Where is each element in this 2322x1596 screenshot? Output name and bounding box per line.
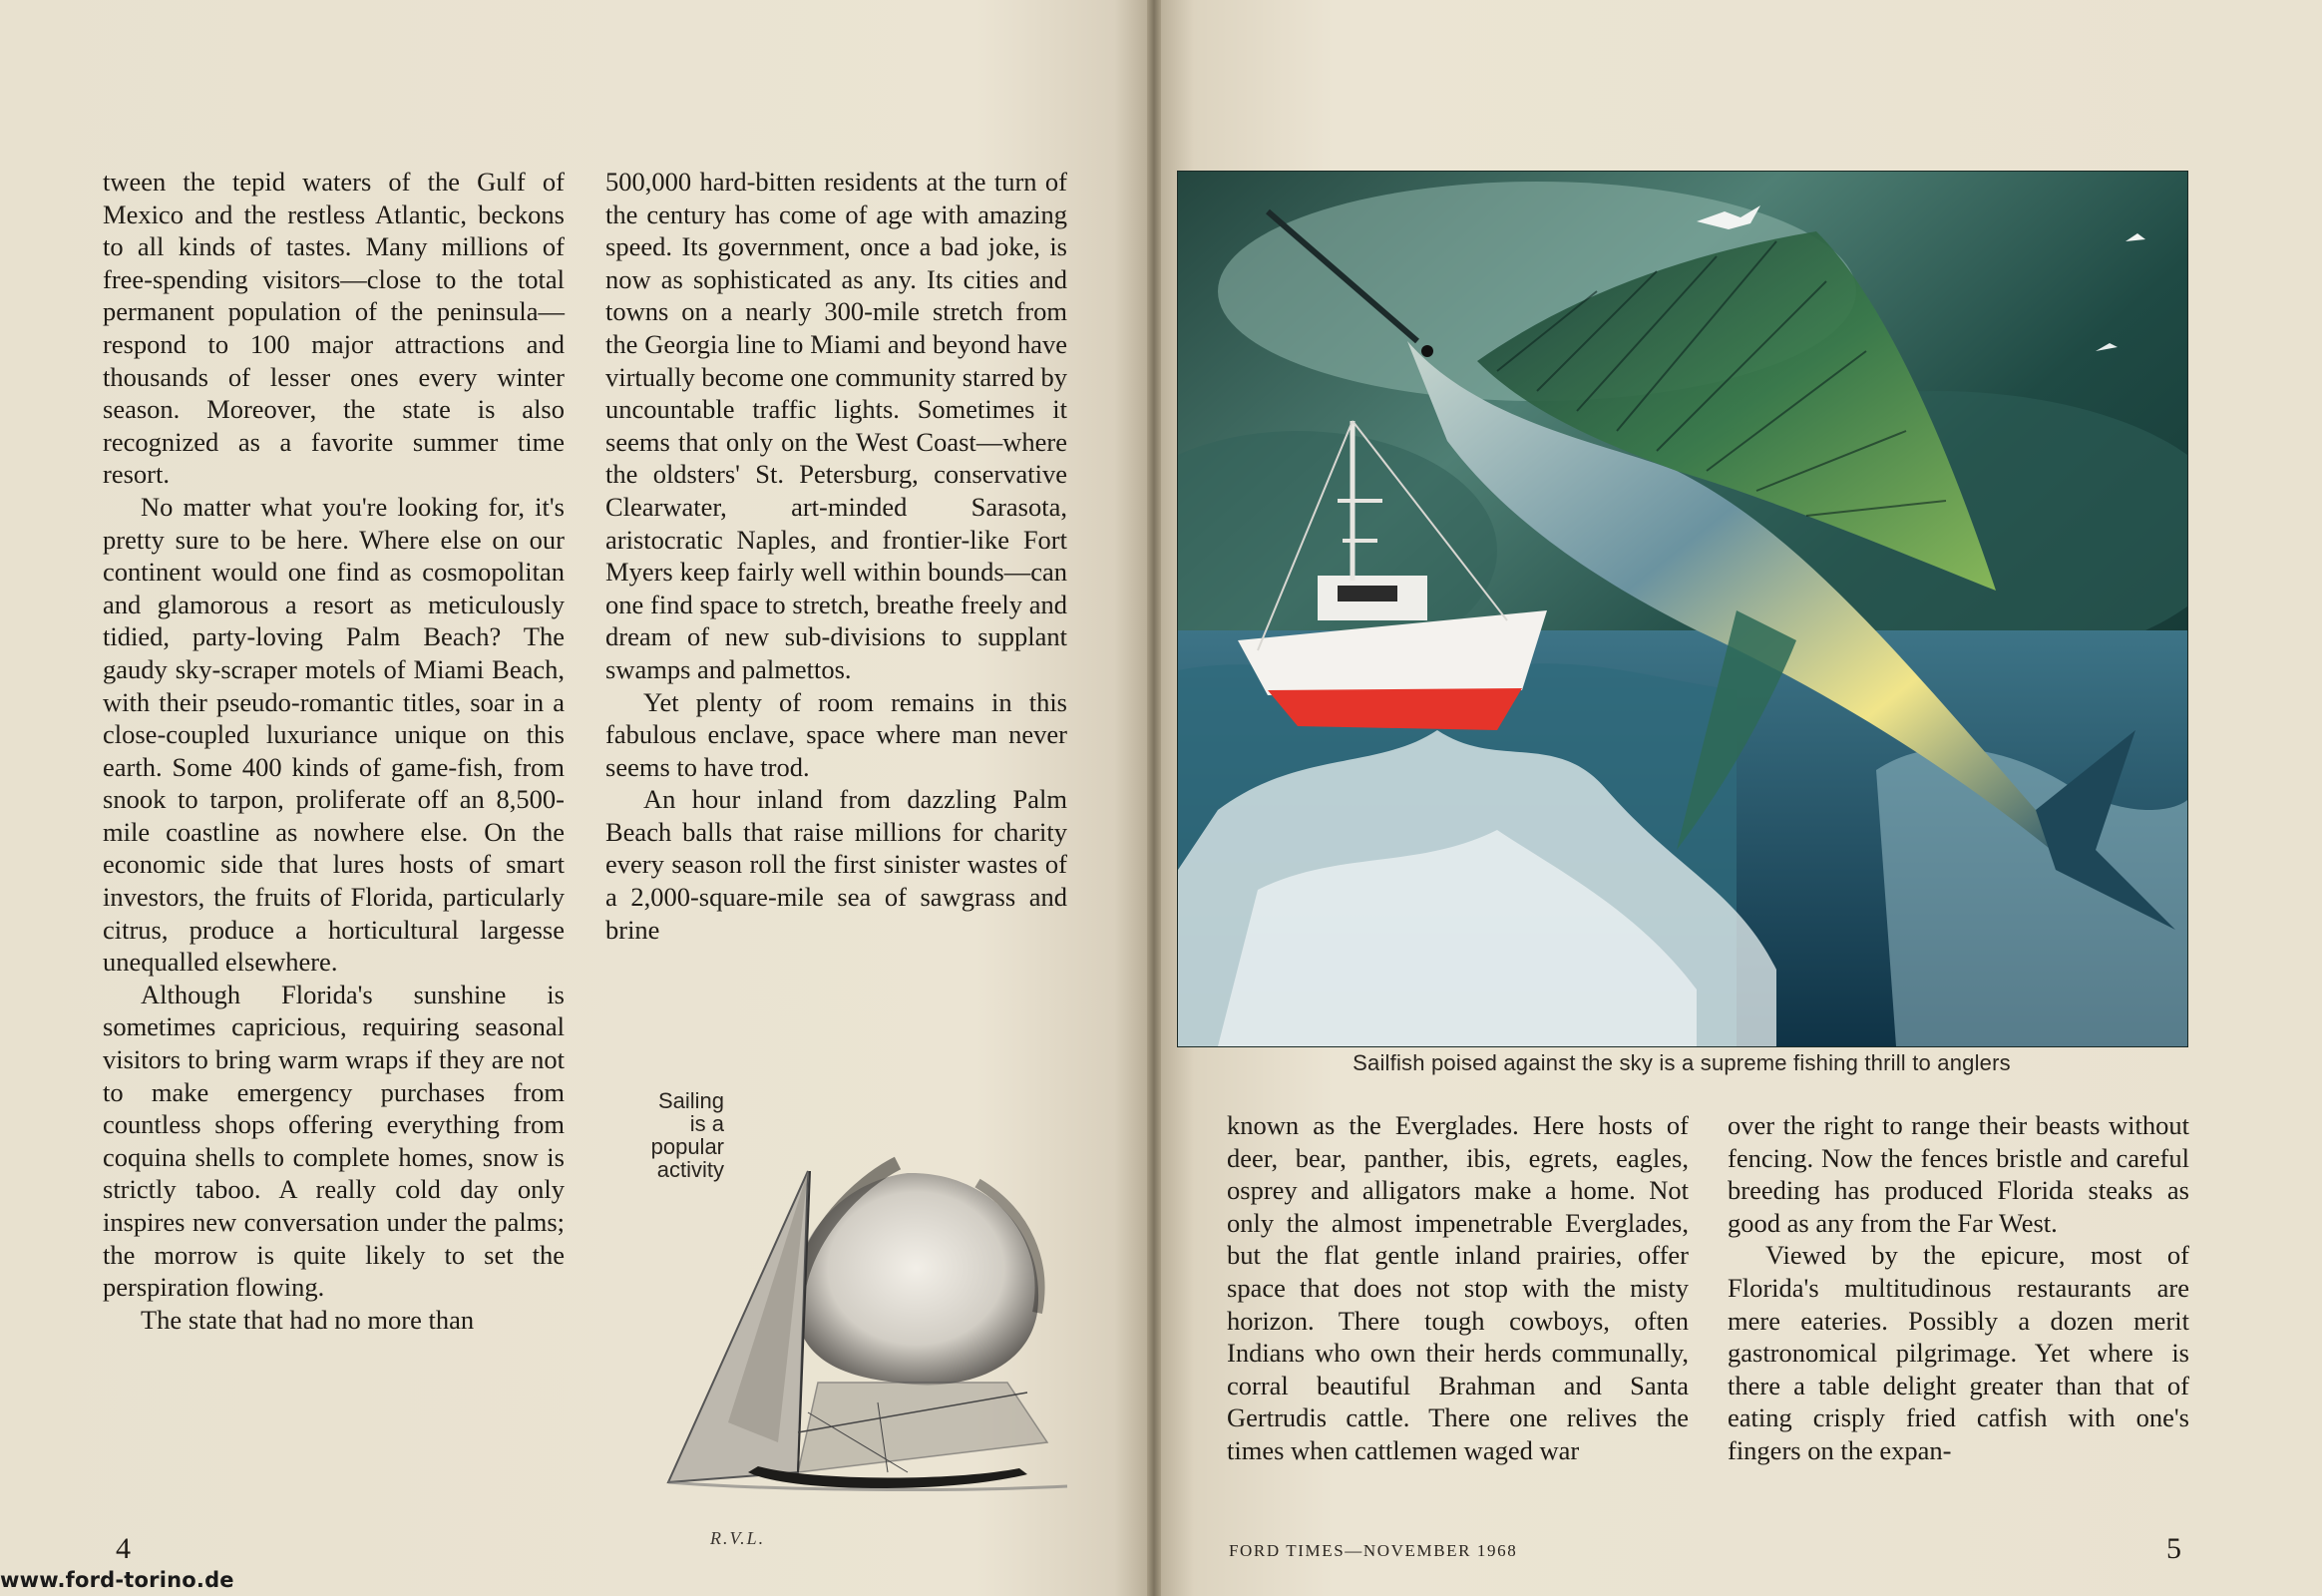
article-column-1: [103, 166, 565, 1336]
paragraph: Viewed by the epicure, most of Florida's multitudinous restaurants are mere eateries. Possibly a dozen merit gastronomical pilgrimage. Yet where is there a table delight greater than that of eating crisply fried catfish with one's fingers on the expan-: [1728, 1240, 2189, 1465]
paragraph: known as the Everglades. Here hosts of deer, bear, panther, ibis, egrets, eagles, osprey and alligators make a home. Not only the almost impenetrable Everglades, but the flat gentle inland prairies, offer space that does not stop with the misty horizon. There tough cowboys, often Indians who own their herds communally, corral beautiful Brahman and Santa Gertrudis cattle. There one relives the times when cattlemen waged war: [1227, 1110, 1689, 1465]
caption-line: popular: [650, 1134, 724, 1159]
watermark-url[interactable]: www.ford-torino.de: [0, 1568, 234, 1592]
paragraph: No matter what you're looking for, it's pretty sure to be here. Where else on our continent would one find as cosmopolitan and glamorous a resort as meticulously tidied, party-loving Palm Beach? The gaudy sky-scraper motels of Miami Beach, with their pseudo-romantic titles, soar in a close-coupled luxuriance unique on this earth. Some 400 kinds of game-fish, from snook to tarpon, proliferate off an 8,500-mile coastline as nowhere else. On the economic side that lures hosts of smart investors, the fruits of Florida, particularly citrus, produce a horticultural largesse unequalled elsewhere.: [103, 491, 565, 978]
sailboat-illustration: [648, 1143, 1087, 1502]
page-number-right: 5: [2166, 1532, 2181, 1565]
paragraph: An hour inland from dazzling Palm Beach balls that raise millions for charity every season roll the first sinister wastes of a 2,000-square-mile sea of sawgrass and brine: [605, 784, 1067, 945]
artist-signature: R.V.L.: [710, 1528, 766, 1548]
paragraph: tween the tepid waters of the Gulf of Mexico and the restless Atlantic, beckons to all kinds of tastes. Many millions of free-spending visitors—close to the total permanent population of the peninsula—respond to 100 major attractions and thousands of lesser ones every winter season. Moreover, the state is also recognized as a favorite summer time resort.: [103, 167, 565, 490]
paragraph: over the right to range their beasts without fencing. Now the fences bristle and careful breeding has produced Florida steaks as good as any from the Far West.: [1728, 1110, 2189, 1238]
caption-line: Sailing: [657, 1088, 724, 1113]
paragraph: The state that had no more than: [141, 1304, 475, 1335]
article-column-2: [605, 166, 1067, 946]
page-number-left: 4: [116, 1532, 131, 1565]
sailfish-illustration: [1177, 171, 2188, 1047]
paragraph: Although Florida's sunshine is sometimes capricious, requiring seasonal visitors to bring warm wraps if they are not to make emergency purchases from countless shops offering everything from coquina shells to complete homes, snow is strictly taboo. A really cold day only inspires new conversation under the palms; the morrow is quite likely to set the perspiration flowing.: [103, 979, 565, 1303]
caption-line: is a: [689, 1111, 724, 1136]
book-gutter: [1147, 0, 1161, 1596]
image-caption: Sailfish poised against the sky is a supreme fishing thrill to anglers: [1353, 1050, 2011, 1075]
article-column-3: [1227, 1109, 1689, 1467]
running-footer: FORD TIMES—NOVEMBER 1968: [1229, 1541, 1518, 1560]
article-column-4: [1728, 1109, 2189, 1467]
paragraph: Yet plenty of room remains in this fabulous enclave, space where man never seems to have trod.: [605, 686, 1067, 782]
paragraph: 500,000 hard-bitten residents at the turn of the century has come of age with amazing speed. Its government, once a bad joke, is now as sophisticated as any. Its cities and towns on a nearly 300-mile stretch from the Georgia line to Miami and beyond have virtually become one community starred by uncountable traffic lights. Sometimes it seems that only on the West Coast—where the oldsters' St. Petersburg, conservative Clearwater, art-minded Sarasota, aristocratic Naples, and frontier-like Fort Myers keep fairly well within bounds—can one find space to stretch, breathe freely and dream of new sub-divisions to supplant swamps and palmettos.: [605, 167, 1067, 684]
caption-line: activity: [656, 1157, 724, 1182]
